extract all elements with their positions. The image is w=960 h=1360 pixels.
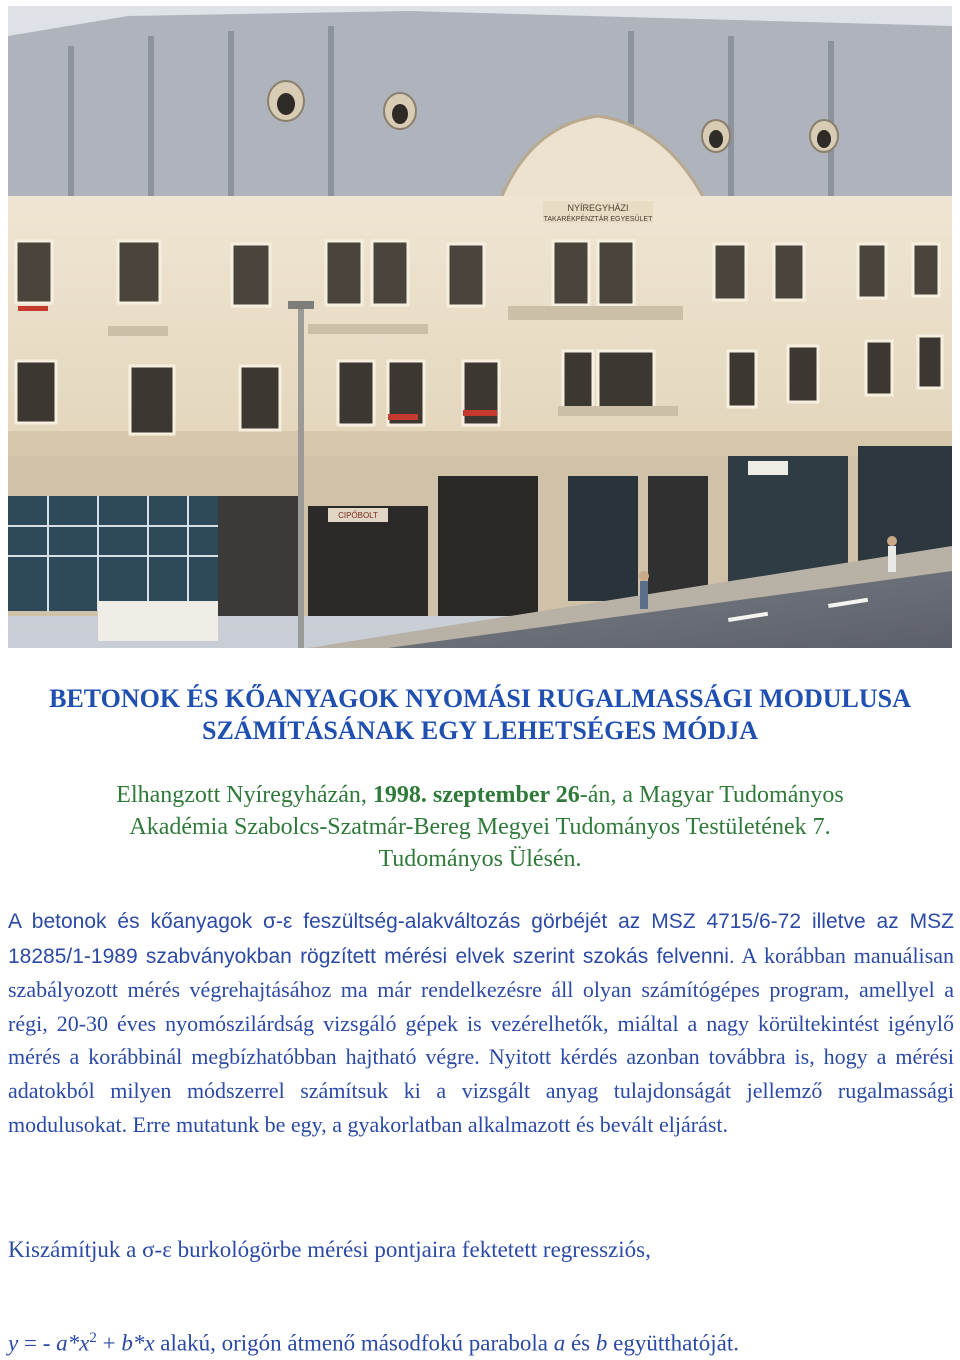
title-line-2: SZÁMÍTÁSÁNAK EGY LEHETSÉGES MÓDJA <box>202 716 758 745</box>
title-line-1: BETONOK ÉS KŐANYAGOK NYOMÁSI RUGALMASSÁGI MODULUSA <box>49 684 911 713</box>
subtitle-date: 1998. szeptember 26 <box>372 782 580 808</box>
eq-rest: alakú, origón átmenő másodfokú parabola <box>154 1330 554 1356</box>
eq-tail: együtthatóját. <box>607 1330 739 1356</box>
subtitle-post: -án, a Magyar Tudományos <box>579 782 844 808</box>
eq-plus: + <box>96 1330 122 1356</box>
eq-b2: b <box>595 1330 608 1356</box>
eq-exponent: 2 <box>89 1330 97 1346</box>
eq-and: és <box>565 1330 596 1356</box>
building-photo <box>8 6 952 648</box>
paragraph-1 <box>8 904 954 1141</box>
building-sign-sub: TAKARÉKPÉNZTÁR EGYESÜLET <box>543 216 653 223</box>
building-sign-main: NYÍREGYHÁZI <box>567 203 629 213</box>
eq-y: y <box>8 1330 19 1356</box>
eq-x1: *x <box>67 1330 90 1356</box>
subtitle-line-3: Tudományos Ülésén. <box>378 846 582 872</box>
subtitle-line-2: Akadémia Szabolcs-Szatmár-Bereg Megyei Tudományos Testületének 7. <box>129 814 831 840</box>
subtitle-line-1 <box>0 779 960 811</box>
paragraph-2: Kiszámítjuk a σ-ε burkológörbe mérési pontjaira fektetett regressziós, <box>8 1237 651 1262</box>
eq-b: b <box>121 1330 133 1356</box>
eq-x2: *x <box>132 1330 155 1356</box>
shop-sign: CIPŐBOLT <box>338 511 378 520</box>
eq-a2: a <box>553 1330 566 1356</box>
equation-line <box>8 1322 954 1360</box>
subtitle-pre: Elhangzott Nyíregyházán, <box>116 782 373 808</box>
eq-equals: = - <box>18 1330 57 1356</box>
paragraph-1-sentence-1: A betonok és kőanyagok σ-ε feszültség-alakváltozás görbéjét az MSZ 4715/6-72 illetve az MSZ 18285/1-1989 szabványokban rögzített mérési elvek szerint szokás felvenni. <box>8 910 954 968</box>
paragraph-1-rest: A korábban manuálisan szabályozott mérés végrehajtásához ma már rendelkezésre áll olyan számítógépes program, amellyel a régi, 20-30 éves nyomószilárdság vizsgáló gépek is vezérelhetők, miáltal a nagy körültekintést igénylő mérés a korábbinál megbízhatóbban hajtható végre. Nyitott kérdés azonban továbbra is, hogy a mérési adatokból milyen módszerrel számítsuk ki a vizsgált anyag tulajdonságát jellemző rugalmassági modulusokat. Erre mutatunk be egy, a gyakorlatban alkalmazott és bevált eljárást. <box>8 942 954 1137</box>
eq-a: a <box>56 1330 68 1356</box>
